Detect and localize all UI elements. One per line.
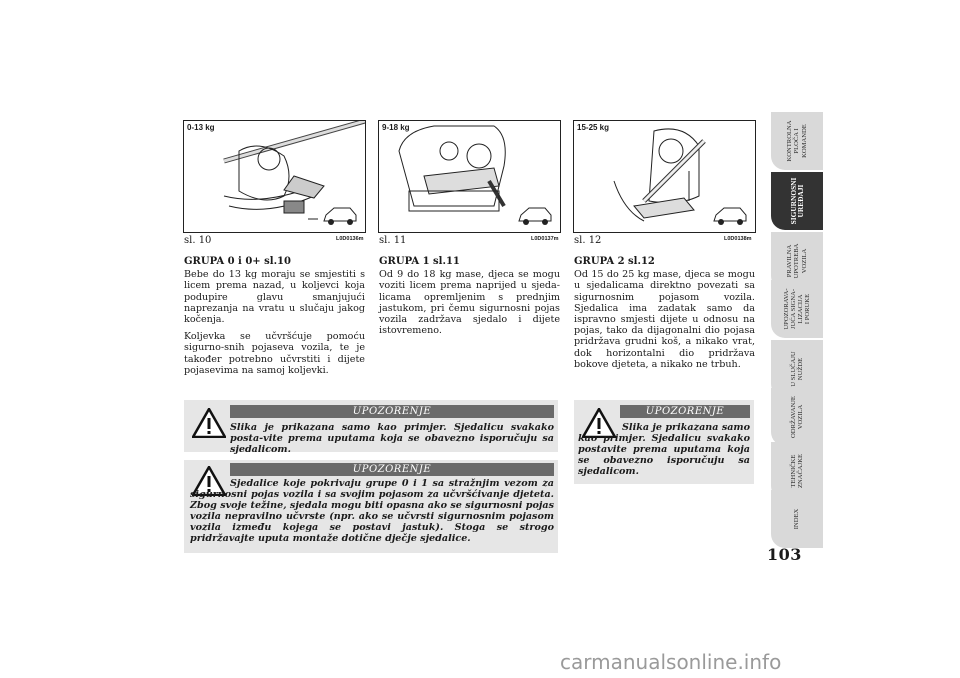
tab-kontrolna-ploca[interactable]: KONTROLNA PLOČA I KOMANDE (771, 112, 823, 170)
tab-upozoravajuca-signalizacija[interactable]: UPOZORAVA- JUĆA SIGNA- LIZACIJA I PORUKE (771, 280, 823, 338)
figure-weight-label: 0-13 kg (187, 123, 215, 132)
warning-triangle-icon (192, 408, 226, 438)
figure-caption: sl. 11 (379, 235, 407, 246)
section-heading: GRUPA 2 sl.12 (574, 256, 655, 267)
text-column-group-1 (379, 256, 560, 342)
figure-sl-11 (378, 120, 561, 233)
warning-box (184, 460, 558, 553)
paragraph: Koljevka se učvršćuje pomoću sigurno-snih pojaseva vozila, te je također potrebno učvrstiti i dijete pojasevima na samoj koljevki. (184, 331, 365, 376)
page-number: 103 (767, 545, 802, 564)
figure-weight-label: 9-18 kg (382, 123, 410, 132)
figure-caption: sl. 10 (184, 235, 212, 246)
warning-text: Slika je prikazana samo kao primjer. Sjedalicu svakako postavite prema uputama koja se obavezno isporučuju sa sjedalicom. (578, 422, 750, 477)
warning-box (574, 400, 754, 484)
warning-title: UPOZORENJE (620, 405, 750, 418)
infant-carrier-illustration (184, 121, 365, 232)
warning-text: Slika je prikazana samo kao primjer. Sjedalicu svakako posta-vite prema uputama koja se obavezno isporučuju sa sjedalicom. (230, 422, 554, 455)
tab-tehnicke-znacajke[interactable]: TEHNIČKE ZNAČAJKE (771, 442, 823, 500)
figure-code: L0D0138m (724, 236, 752, 242)
warning-text: Sjedalice koje pokrivaju grupe 0 i 1 sa stražnjim vezom za sigurnosni pojas vozila i sa svojim pojasom za učvršćivanje djeteta. Zbog svoje težine, sjedala mogu biti opasna ako se sigurnosni pojas vozila nepravilno učvrste (npr. ako se učvrsti sigurnosnim pojasom vozila između kojega se postavi jastuk). Stoga se strogo pridržavajte uputa montaže dotične dječje sjedalice. (190, 478, 554, 544)
group-1-seat-illustration (379, 121, 560, 232)
warning-box (184, 400, 558, 455)
paragraph: Od 15 do 25 kg mase, djeca se mogu u sjedalicama direktno povezati sa sigurnosnim pojasom vozila. Sjedalica ima zadatak samo da ispravno smjesti dijete u odnosu na pojas, tako da dijagonalni dio pojasa pridržava grudni koš, a nikako vrat, dok horizontalni dio pridržava bokove djeteta, a nikako ne trbuh. (574, 269, 755, 370)
paragraph: Od 9 do 18 kg mase, djeca se mogu voziti licem prema naprijed u sjeda-licama opremljenim s prednjim jastukom, pri čemu sigurnosni pojas vozila zadržava sjedalo i dijete istovremeno. (379, 269, 560, 337)
figure-sl-10 (183, 120, 366, 233)
tab-u-slucaju-nuzde[interactable]: U SLUČAJU NUŽDE (771, 340, 823, 398)
watermark: carmanualsonline.info (560, 650, 782, 674)
figure-sl-12 (573, 120, 756, 233)
figure-code: L0D0137m (531, 236, 559, 242)
section-heading: GRUPA 1 sl.11 (379, 256, 460, 267)
figure-code: L0D0136m (336, 236, 364, 242)
tab-pravilna-upotreba[interactable]: PRAVILNA UPOTREBA VOZILA (771, 232, 823, 290)
text-column-group-0 (184, 256, 365, 382)
tab-sigurnosni-uredaji[interactable]: SIGURNOSNI UREĐAJI (771, 172, 823, 230)
figure-caption: sl. 12 (574, 235, 602, 246)
paragraph: Bebe do 13 kg moraju se smjestiti s licem prema nazad, u koljevci koja podupire glavu smanjujući naprezanja na vratu u slučaju jakog kočenja. (184, 269, 365, 326)
figure-weight-label: 15-25 kg (577, 123, 610, 132)
warning-title: UPOZORENJE (230, 463, 554, 476)
section-heading: GRUPA 0 i 0+ sl.10 (184, 256, 291, 267)
tab-odrzavanje-vozila[interactable]: ODRŽAVANJE VOZILA (771, 388, 823, 446)
tab-index[interactable]: INDEX (771, 490, 823, 548)
group-2-seat-illustration (574, 121, 755, 232)
text-column-group-2 (574, 256, 755, 376)
warning-title: UPOZORENJE (230, 405, 554, 418)
